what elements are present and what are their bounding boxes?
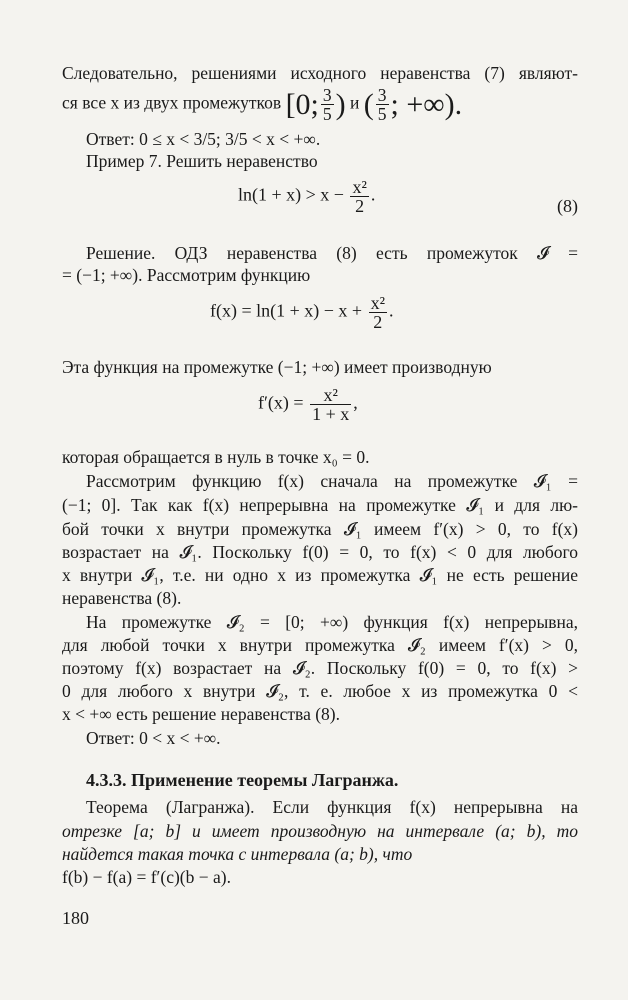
text-line: возрастает на 𝓘₁. Поскольку f(0) = 0, то f(x) < 0 для любого [62,542,578,562]
bracket: [0; [285,87,319,121]
equation-part: . [388,300,394,321]
equation-part: , [353,392,358,413]
numerator: 3 [377,85,387,105]
text-line: Рассмотрим функцию f(x) сначала на промежутке 𝓘₁ = [86,471,578,491]
text-line: На промежутке 𝓘₂ = [0; +∞) функция f(x) непрерывна, [86,612,578,632]
equation-part: ln(1 + x) > x − [238,184,344,205]
bracket: ; +∞). [390,87,463,121]
section-heading: 4.3.3. Применение теоремы Лагранжа. [86,770,399,790]
text-line: x < +∞ есть решение неравенства (8). [62,704,341,724]
answer-line: Ответ: 0 ≤ x < 3/5; 3/5 < x < +∞. [86,129,321,149]
text-line: x внутри 𝓘₁, т.е. ни одно x из промежутка 𝓘₁ не есть решение [62,565,578,585]
text-line: Следовательно, решениями исходного неравенства (7) являют- [62,63,578,83]
bracket: ) [335,87,346,121]
equation-8 [238,178,375,215]
text-line: (−1; 0]. Так как f(x) непрерывна на промежутке 𝓘₁ и для лю- [62,495,578,515]
theorem-line: отрезке [a; b] и имеет производную на интервале (a; b), то [62,821,578,841]
denominator: 2 [355,196,365,216]
text-fragment: и [350,92,360,113]
theorem-line: Теорема (Лагранжа). Если функция f(x) непрерывна на [86,797,578,817]
denominator: 5 [322,104,332,124]
solution-line: = (−1; +∞). Рассмотрим функцию [62,265,311,285]
function-definition [210,294,393,331]
numerator: 3 [322,85,332,105]
text-line: бой точки x внутри промежутка 𝓘₁ имеем f′(x) > 0, то f(x) [62,519,578,539]
bracket: ( [363,87,374,121]
numerator: x² [370,293,385,313]
equation-number: (8) [557,196,578,216]
theorem-formula: f(b) − f(a) = f′(c)(b − a). [62,867,231,887]
equation-part: . [370,184,376,205]
text-fragment: ся все x из двух промежутков [62,92,282,113]
page-number: 180 [62,908,89,928]
denominator: 2 [373,312,383,332]
equation-part: f′(x) = [258,392,304,413]
denominator: 1 + x [312,404,350,424]
text-line: которая обращается в нуль в точке x₀ = 0. [62,447,370,467]
answer-line: Ответ: 0 < x < +∞. [86,728,221,748]
text-line: Эта функция на промежутке (−1; +∞) имеет производную [62,357,492,377]
solution-line: Решение. ОДЗ неравенства (8) есть промежуток 𝓘 = [86,243,578,263]
interval-2 [363,85,463,124]
example-line: Пример 7. Решить неравенство [86,151,318,171]
text-line: 0 для любого x внутри 𝓘₂, т. е. любое x из промежутка 0 < [62,681,578,701]
denominator: 5 [377,104,387,124]
equation-part: f(x) = ln(1 + x) − x + [210,300,363,321]
numerator: x² [352,177,367,197]
derivative-formula [258,386,358,423]
text-line: для любой точки x внутри промежутка 𝓘₂ имеем f′(x) > 0, [62,635,578,655]
text-line: поэтому f(x) возрастает на 𝓘₂. Поскольку f(0) = 0, то f(x) > [62,658,578,678]
theorem-line: найдется такая точка c интервала (a; b), что [62,844,413,864]
numerator: x² [310,386,351,405]
interval-1 [285,85,350,124]
text-line-intervals [62,86,578,123]
text-line: неравенства (8). [62,588,182,608]
